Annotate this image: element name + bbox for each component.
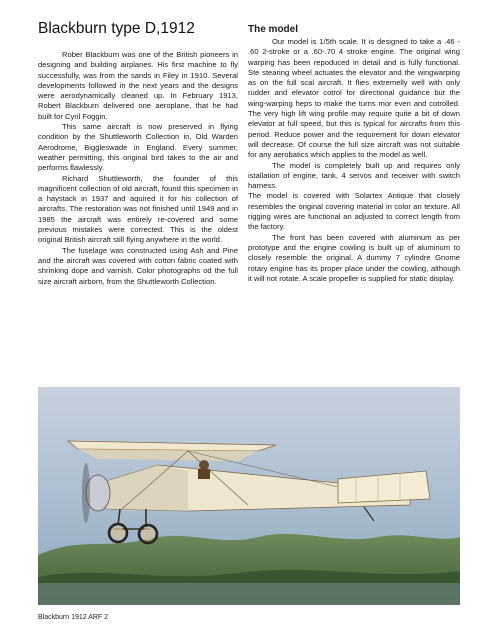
history-paragraph: Rober Blackburn was one of the British pioneers in designing and building airplanes. His first machine to fly successfully, was from the sands in Filey in 1910. Several developments followed in the next years and the designs were aerodynamically cleaned up. In February 1913, Robert Blackburn delivered one aeroplane, that he had built for Cyril Foggin.: [38, 50, 238, 121]
model-covering-paragraph: The model is covered with Solartex Antique that closely resembles the original covering material in color an texture. All rigging wires are functional an adjusted to correct length from the factory.: [248, 191, 460, 232]
right-column: [248, 24, 460, 284]
airplane-photo-illustration: [38, 387, 460, 605]
aircraft-photo: [38, 387, 460, 605]
restoration-paragraph: Richard Shuttleworth, the founder of this magnificent collection of old aircraft, found this specimen in a haystack in 1937 and aquired it for his collection of aircrafts. The restoration was not finished until 1949 and in 1985 the aircraft was entirely re-covered and some previous mistakes were corrected. This is the oldest original British aircraft still flying anywhere in the world.: [38, 173, 238, 245]
section-heading-model: The model: [248, 24, 299, 35]
preservation-paragraph: This same aircraft is now preserved in flying condition by the Shuttleworth Collection in, Old Warden Aerodrome, Biggleswade in England. Every summer, weather permitting, this original bird takes to the air and performs flawlessly.: [38, 122, 238, 173]
model-front-paragraph: The front has been covered with aluminum as per prototype and the engine cowling is built up of aluminum to closely resemble the original. A dummy 7 cylindre Gnome rotary engine has its proper place under the cowling, although it will not rotate. A scale propeller is supplied for static display.: [248, 232, 460, 283]
page-title: Blackburn type D,1912: [38, 20, 195, 37]
page-footer: Blackburn 1912 ARF 2: [38, 614, 109, 621]
construction-paragraph: The fuselage was constructed using Ash and Pine and the aircraft was covered with cotton fabric coated with shrinking dope and varnish. Color photographs od the full size aircraft airborn, from the Shuttleworth Collection.: [38, 245, 238, 286]
left-column: [38, 50, 238, 287]
model-built-paragraph: The model is completely built up and requires only istallation of engine, tank, 4 servos and receiver with switch harness.: [248, 160, 460, 191]
model-scale-paragraph: Our model is 1/5th scale. It is designed to take a .46 - .60 2-stroke or a .60-.70 4 stroke engine. The original wing warping has been repoduced in detail and is fully functional. Ste stearing wheel actuates the elevator and the wingwarping as on the full scal aircraft. It flies extremelly well with only rudder and elevator cotrol for directional guidance but the wing-warping heps to make the turns mor even and cotrolled. The very high lift wing profile may require quite a bit of down elevator at full speed, but this is typical for aircrafts from this period. Reduce power and the requirement for down elevator will decrease. Of course the full size aircraft was not suitable for any aerobatics which applies to the model as well.: [248, 37, 460, 160]
